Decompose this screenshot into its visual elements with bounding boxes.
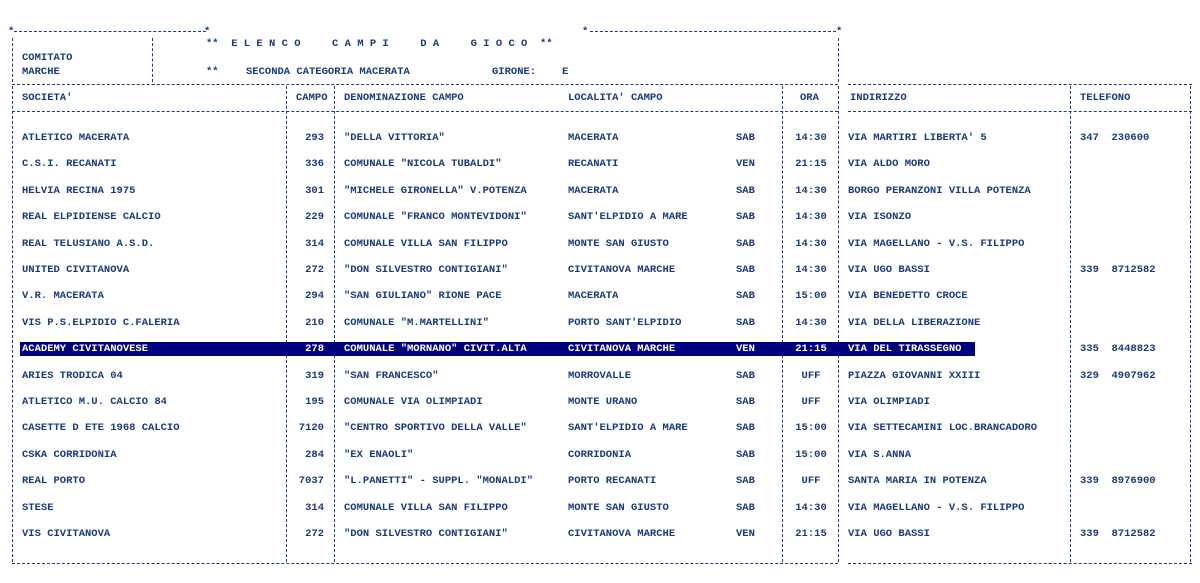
table-row[interactable] xyxy=(0,316,1200,330)
cell-societa: ATLETICO M.U. CALCIO 84 xyxy=(22,396,167,408)
cell-denominazione: COMUNALE VILLA SAN FILIPPO xyxy=(344,238,508,250)
cell-ora: 15:00 xyxy=(795,290,827,302)
cell-campo: 195 xyxy=(305,396,324,408)
cell-societa: ARIES TRODICA 04 xyxy=(22,370,123,382)
cell-ora: 14:30 xyxy=(795,317,827,329)
cell-localita: MACERATA xyxy=(568,290,619,302)
header-top-border xyxy=(12,84,838,85)
table-bottom-border xyxy=(12,563,838,564)
cell-ora: 21:15 xyxy=(795,528,827,540)
cell-denominazione: "DON SILVESTRO CONTIGIANI" xyxy=(344,528,508,540)
cell-giorno: SAB xyxy=(736,238,755,250)
cell-ora: 14:30 xyxy=(795,238,827,250)
cell-telefono: 329 4907962 xyxy=(1080,370,1156,382)
cell-localita: CORRIDONIA xyxy=(568,449,632,461)
page-title: ** E L E N C O C A M P I D A G I O C O ** xyxy=(206,38,553,50)
col-header-localita: LOCALITA' CAMPO xyxy=(568,92,663,104)
cell-localita: MORROVALLE xyxy=(568,370,632,382)
cell-indirizzo: VIA SETTECAMINI LOC.BRANCADORO xyxy=(848,422,1038,434)
cell-giorno: VEN xyxy=(736,158,755,170)
cell-localita: MONTE SAN GIUSTO xyxy=(568,238,669,250)
cell-campo: 229 xyxy=(305,211,324,223)
cell-indirizzo: VIA DELLA LIBERAZIONE xyxy=(848,317,981,329)
frame-divider-line xyxy=(152,38,153,82)
cell-indirizzo: SANTA MARIA IN POTENZA xyxy=(848,475,987,487)
cell-localita: SANT'ELPIDIO A MARE xyxy=(568,211,688,223)
comitato-label: COMITATO xyxy=(22,52,73,64)
cell-indirizzo: VIA S.ANNA xyxy=(848,449,912,461)
cell-campo: 314 xyxy=(305,238,324,250)
table-row[interactable] xyxy=(0,210,1200,224)
top-left-border xyxy=(14,31,206,32)
header-bottom-border xyxy=(12,111,838,112)
cell-ora: UFF xyxy=(801,396,821,408)
cell-denominazione: "CENTRO SPORTIVO DELLA VALLE" xyxy=(344,422,527,434)
cell-localita: RECANATI xyxy=(568,158,619,170)
cell-campo: 278 xyxy=(305,343,324,355)
cell-indirizzo: VIA ALDO MORO xyxy=(848,158,930,170)
cell-indirizzo: VIA UGO BASSI xyxy=(848,528,930,540)
cell-denominazione: COMUNALE VILLA SAN FILIPPO xyxy=(344,502,508,514)
corner-star: * xyxy=(204,26,211,38)
cell-societa: VIS CIVITANOVA xyxy=(22,528,111,540)
cell-denominazione: COMUNALE "M.MARTELLINI" xyxy=(344,317,489,329)
table-row[interactable] xyxy=(0,395,1200,409)
cell-giorno: SAB xyxy=(736,422,755,434)
cell-giorno: SAB xyxy=(736,264,755,276)
cell-ora: UFF xyxy=(801,475,821,487)
cell-societa: VIS P.S.ELPIDIO C.FALERIA xyxy=(22,317,180,329)
cell-indirizzo: PIAZZA GIOVANNI XXIII xyxy=(848,370,981,382)
table-row[interactable] xyxy=(0,527,1200,541)
cell-indirizzo: VIA UGO BASSI xyxy=(848,264,930,276)
cell-giorno: SAB xyxy=(736,185,755,197)
cell-localita: PORTO SANT'ELPIDIO xyxy=(568,317,682,329)
cell-giorno: SAB xyxy=(736,290,755,302)
cell-telefono: 347 230600 xyxy=(1080,132,1150,144)
cell-denominazione: "MICHELE GIRONELLA" V.POTENZA xyxy=(344,185,527,197)
cell-indirizzo: VIA MARTIRI LIBERTA' 5 xyxy=(848,132,987,144)
cell-ora: 15:00 xyxy=(795,422,827,434)
cell-denominazione: "SAN FRANCESCO" xyxy=(344,370,439,382)
cell-societa: REAL ELPIDIENSE CALCIO xyxy=(22,211,161,223)
table-row[interactable] xyxy=(0,369,1200,383)
cell-campo: 294 xyxy=(305,290,324,302)
cell-denominazione: "SAN GIULIANO" RIONE PACE xyxy=(344,290,502,302)
cell-campo: 319 xyxy=(305,370,324,382)
cell-indirizzo: BORGO PERANZONI VILLA POTENZA xyxy=(848,185,1031,197)
cell-campo: 272 xyxy=(305,264,324,276)
cell-societa: REAL TELUSIANO A.S.D. xyxy=(22,238,155,250)
cell-localita: MONTE URANO xyxy=(568,396,638,408)
table-row[interactable] xyxy=(0,131,1200,145)
cell-localita: PORTO RECANATI xyxy=(568,475,657,487)
cell-ora: 14:30 xyxy=(795,264,827,276)
table-row[interactable] xyxy=(0,289,1200,303)
cell-localita: MACERATA xyxy=(568,185,619,197)
col-header-campo: CAMPO xyxy=(296,92,328,104)
cell-telefono: 339 8712582 xyxy=(1080,528,1156,540)
category-prefix: ** xyxy=(206,66,219,78)
table-row[interactable] xyxy=(0,474,1200,488)
header-top-border xyxy=(848,84,1192,85)
cell-societa: STESE xyxy=(22,502,54,514)
frame-left-line xyxy=(12,38,13,82)
cell-campo: 293 xyxy=(305,132,324,144)
cell-indirizzo: VIA MAGELLANO - V.S. FILIPPO xyxy=(848,238,1025,250)
corner-star: * xyxy=(836,26,843,38)
cell-denominazione: "EX ENAOLI" xyxy=(344,449,414,461)
cell-giorno: SAB xyxy=(736,502,755,514)
cell-societa: REAL PORTO xyxy=(22,475,86,487)
cell-denominazione: "DON SILVESTRO CONTIGIANI" xyxy=(344,264,508,276)
cell-giorno: SAB xyxy=(736,396,755,408)
cell-indirizzo: VIA MAGELLANO - V.S. FILIPPO xyxy=(848,502,1025,514)
cell-telefono: 339 8976900 xyxy=(1080,475,1156,487)
cell-societa: HELVIA RECINA 1975 xyxy=(22,185,136,197)
table-row[interactable] xyxy=(0,237,1200,251)
cell-giorno: SAB xyxy=(736,211,755,223)
table-row[interactable] xyxy=(0,421,1200,435)
cell-campo: 210 xyxy=(305,317,324,329)
cell-giorno: SAB xyxy=(736,475,755,487)
cell-localita: SANT'ELPIDIO A MARE xyxy=(568,422,688,434)
cell-campo: 272 xyxy=(305,528,324,540)
cell-localita: CIVITANOVA MARCHE xyxy=(568,264,676,276)
cell-campo: 7037 xyxy=(298,475,324,487)
cell-denominazione: COMUNALE "FRANCO MONTEVIDONI" xyxy=(344,211,527,223)
corner-star: * xyxy=(8,26,15,38)
cell-localita: MONTE SAN GIUSTO xyxy=(568,502,669,514)
cell-giorno: VEN xyxy=(736,343,755,355)
cell-indirizzo: VIA DEL TIRASSEGNO xyxy=(848,343,962,355)
girone-label: GIRONE: xyxy=(492,66,537,78)
cell-telefono: 339 8712582 xyxy=(1080,264,1156,276)
cell-denominazione: COMUNALE "NICOLA TUBALDI" xyxy=(344,158,502,170)
cell-indirizzo: VIA OLIMPIADI xyxy=(848,396,930,408)
cell-societa: ACADEMY CIVITANOVESE xyxy=(22,343,149,355)
cell-giorno: SAB xyxy=(736,449,755,461)
cell-denominazione: COMUNALE VIA OLIMPIADI xyxy=(344,396,483,408)
cell-denominazione: "DELLA VITTORIA" xyxy=(344,132,445,144)
header-bottom-border xyxy=(848,111,1192,112)
cell-societa: CASETTE D ETE 1968 CALCIO xyxy=(22,422,180,434)
table-row[interactable] xyxy=(0,263,1200,277)
cell-ora: 14:30 xyxy=(795,211,827,223)
col-header-ora: ORA xyxy=(800,92,819,104)
cell-societa: ATLETICO MACERATA xyxy=(22,132,130,144)
cell-ora: 14:30 xyxy=(795,185,827,197)
col-header-telefono: TELEFONO xyxy=(1080,92,1131,104)
table-row[interactable] xyxy=(0,157,1200,171)
cell-ora: 14:30 xyxy=(795,132,827,144)
cell-societa: C.S.I. RECANATI xyxy=(22,158,117,170)
cell-societa: CSKA CORRIDONIA xyxy=(22,449,117,461)
cell-societa: UNITED CIVITANOVA xyxy=(22,264,130,276)
col-header-societa: SOCIETA' xyxy=(22,92,73,104)
cell-localita: CIVITANOVA MARCHE xyxy=(568,528,676,540)
cell-ora: 14:30 xyxy=(795,502,827,514)
girone-value: E xyxy=(562,66,569,78)
cell-campo: 301 xyxy=(305,185,324,197)
col-header-denominazione: DENOMINAZIONE CAMPO xyxy=(344,92,464,104)
cell-indirizzo: VIA ISONZO xyxy=(848,211,912,223)
cell-giorno: SAB xyxy=(736,317,755,329)
cell-indirizzo: VIA BENEDETTO CROCE xyxy=(848,290,968,302)
category-label: SECONDA CATEGORIA MACERATA xyxy=(246,66,410,78)
cell-campo: 336 xyxy=(305,158,324,170)
cell-campo: 284 xyxy=(305,449,324,461)
cell-giorno: VEN xyxy=(736,528,755,540)
cell-denominazione: "L.PANETTI" - SUPPL. "MONALDI" xyxy=(344,475,534,487)
cell-giorno: SAB xyxy=(736,132,755,144)
table-row[interactable] xyxy=(0,448,1200,462)
cell-localita: MACERATA xyxy=(568,132,619,144)
top-right-border xyxy=(590,31,836,32)
cell-localita: CIVITANOVA MARCHE xyxy=(568,343,676,355)
region-label: MARCHE xyxy=(22,66,60,78)
corner-star: * xyxy=(582,26,589,38)
cell-denominazione: COMUNALE "MORNANO" CIVIT.ALTA xyxy=(344,343,527,355)
table-row[interactable] xyxy=(0,342,1200,356)
table-row[interactable] xyxy=(0,501,1200,515)
table-row[interactable] xyxy=(0,184,1200,198)
cell-ora: 21:15 xyxy=(795,158,827,170)
cell-campo: 7120 xyxy=(298,422,324,434)
cell-societa: V.R. MACERATA xyxy=(22,290,104,302)
table-bottom-border xyxy=(848,563,1192,564)
cell-ora: UFF xyxy=(801,370,821,382)
col-header-indirizzo: INDIRIZZO xyxy=(850,92,907,104)
cell-telefono: 335 8448823 xyxy=(1080,343,1156,355)
cell-ora: 15:00 xyxy=(795,449,827,461)
cell-giorno: SAB xyxy=(736,370,755,382)
cell-ora: 21:15 xyxy=(795,343,827,355)
frame-right-line xyxy=(838,38,839,82)
cell-campo: 314 xyxy=(305,502,324,514)
